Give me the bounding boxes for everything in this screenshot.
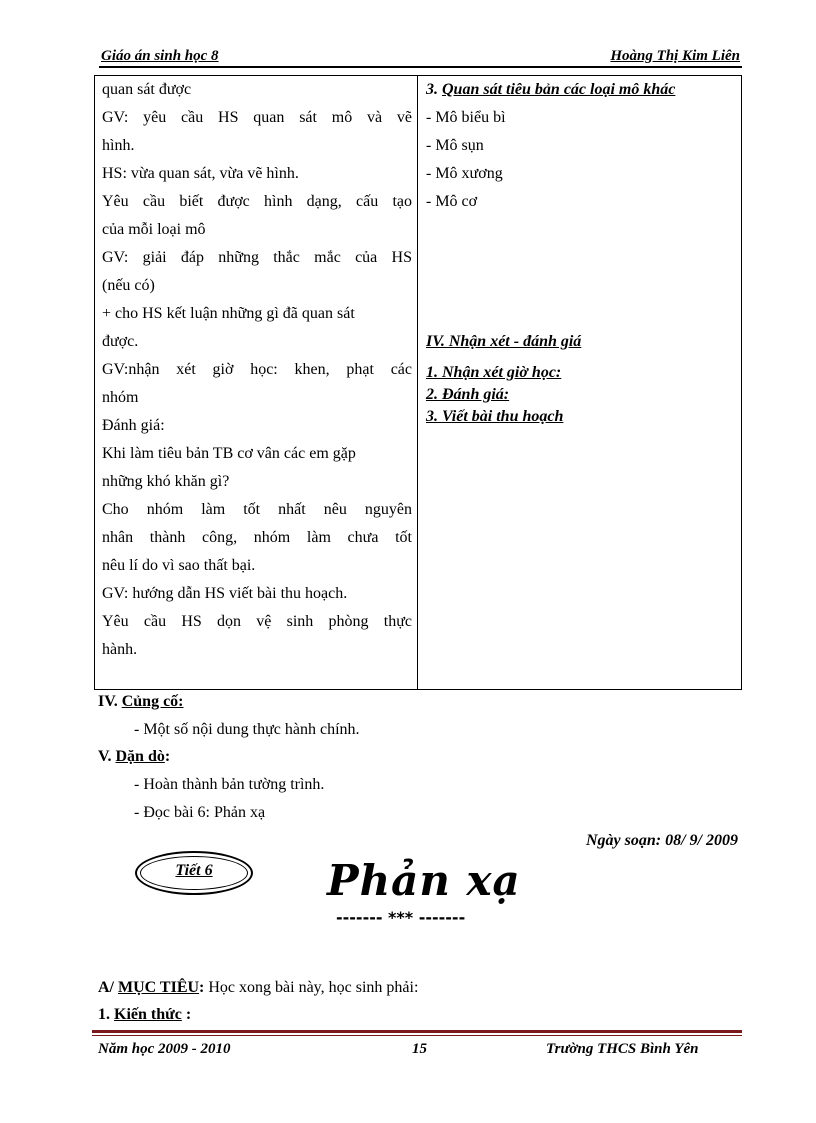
heading-text: Quan sát tiêu bản các loại mô khác — [442, 81, 676, 98]
knowledge-heading: 1. Kiến thức : — [98, 1006, 192, 1023]
list-item: - Một số nội dung thực hành chính. — [134, 721, 360, 738]
column-divider — [417, 76, 418, 689]
preparation-date: Ngày soạn: 08/ 9/ 2009 — [586, 832, 738, 849]
table-line: (nếu có) — [102, 277, 155, 294]
table-line: GV: hướng dẫn HS viết bài thu hoạch. — [102, 585, 348, 602]
table-line: nhân thành công, nhóm làm chưa tốt — [102, 529, 412, 546]
footer-divider — [92, 1035, 742, 1036]
heading-number: 3. — [426, 81, 442, 98]
table-line: Yêu cầu HS dọn vệ sinh phòng thực — [102, 613, 412, 630]
objectives-heading: A/ MỤC TIÊU: Học xong bài này, học sinh phải: — [98, 979, 419, 996]
footer-divider — [92, 1030, 742, 1033]
header-left: Giáo án sinh học 8 — [101, 48, 219, 64]
sub-heading: 2. Đánh giá: — [426, 386, 510, 403]
activity-table — [94, 75, 742, 690]
list-item: - Mô biểu bì — [426, 109, 506, 126]
sub-heading: 3. Viết bài thu hoạch — [426, 408, 564, 425]
table-line: GV: yêu cầu HS quan sát mô và vẽ — [102, 109, 412, 126]
teacher-activities-column — [102, 76, 412, 664]
list-item: - Mô cơ — [426, 193, 478, 210]
lesson-badge-label: Tiết 6 — [175, 862, 213, 879]
lesson-badge — [135, 851, 253, 895]
table-line: HS: vừa quan sát, vừa vẽ hình. — [102, 165, 299, 182]
table-line: hành. — [102, 641, 138, 658]
table-line: được. — [102, 333, 139, 350]
table-line: Đánh giá: — [102, 417, 165, 434]
header-right: Hoàng Thị Kim Liên — [610, 48, 740, 64]
page-number: 15 — [412, 1041, 427, 1057]
header-divider — [99, 66, 742, 68]
table-line: những khó khăn gì? — [102, 473, 230, 490]
section-homework: V. Dặn dò: — [98, 748, 171, 765]
table-line: quan sát được — [102, 81, 192, 98]
section-title: Củng cố: — [121, 693, 184, 710]
footer-year: Năm học 2009 - 2010 — [98, 1041, 231, 1057]
table-line: GV:nhận xét giờ học: khen, phạt các — [102, 361, 412, 378]
table-line: hình. — [102, 137, 135, 154]
table-line: nhóm — [102, 389, 139, 406]
heading-observe-tissues — [426, 76, 736, 104]
lesson-title: Phản xạ — [327, 856, 521, 905]
table-line: Cho nhóm làm tốt nhất nêu nguyên — [102, 501, 412, 518]
table-line: Khi làm tiêu bản TB cơ vân các em gặp — [102, 445, 356, 462]
list-item: - Mô xương — [426, 165, 503, 182]
footer-school: Trường THCS Bình Yên — [546, 1041, 699, 1057]
list-item: - Hoàn thành bản tường trình. — [134, 776, 325, 793]
list-item: - Mô sụn — [426, 137, 484, 154]
content-column — [426, 76, 736, 428]
objectives-text: Học xong bài này, học sinh phải: — [204, 979, 419, 996]
heading-review: IV. Nhận xét - đánh giá — [426, 333, 582, 350]
section-consolidation — [98, 693, 184, 711]
sub-heading: 1. Nhận xét giờ học: — [426, 364, 562, 381]
table-line: + cho HS kết luận những gì đã quan sát — [102, 305, 355, 322]
section-number: IV. — [98, 693, 122, 710]
table-line: GV: giải đáp những thắc mắc của HS — [102, 249, 412, 266]
page-header — [101, 48, 742, 68]
list-item: - Đọc bài 6: Phản xạ — [134, 804, 266, 821]
objectives-label: MỤC TIÊU — [118, 979, 200, 996]
title-ornament: ------- *** ------- — [336, 908, 466, 927]
table-line: nêu lí do vì sao thất bại. — [102, 557, 256, 574]
table-line: của mỗi loại mô — [102, 221, 206, 238]
section-number: V. — [98, 748, 116, 765]
section-title: Dặn dò — [115, 748, 165, 765]
knowledge-label: Kiến thức — [114, 1006, 182, 1023]
table-line: Yêu cầu biết được hình dạng, cấu tạo — [102, 193, 412, 210]
